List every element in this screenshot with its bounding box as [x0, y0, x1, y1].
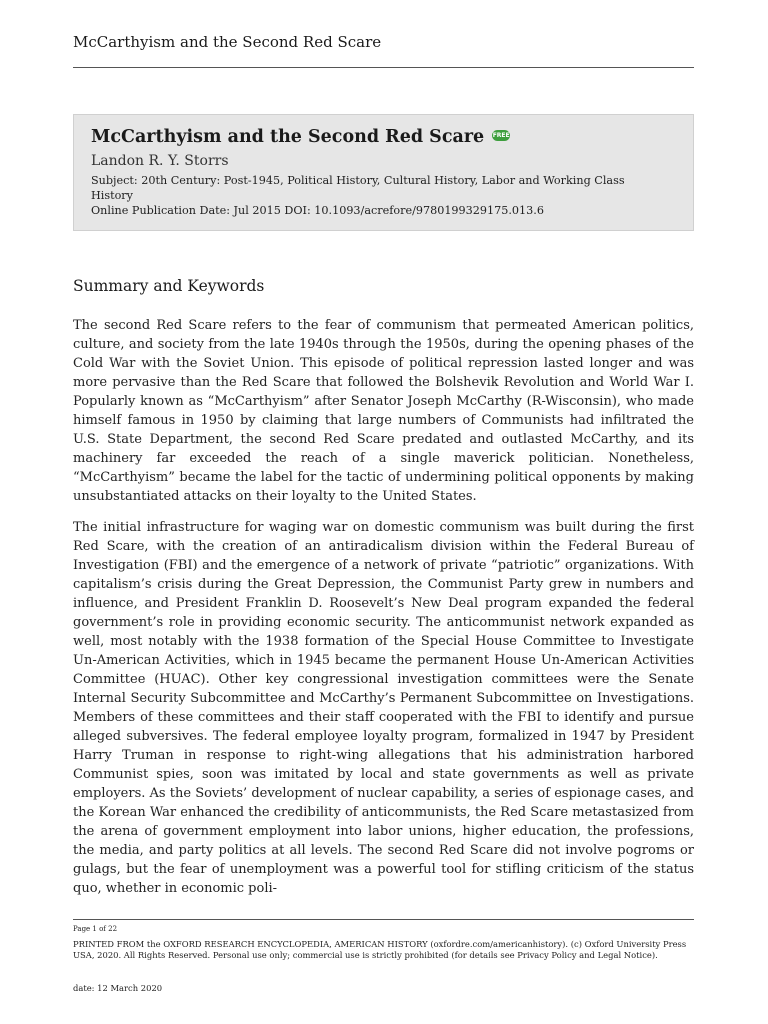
header-divider	[73, 67, 694, 68]
print-date: date: 12 March 2020	[73, 983, 163, 993]
footer-divider	[73, 919, 694, 920]
article-title-line	[91, 127, 510, 147]
page-number: Page 1 of 22	[73, 925, 118, 933]
article-metadata-box	[73, 114, 694, 231]
subject-line: Subject: 20th Century: Post-1945, Political History, Cultural History, Labor and Working Class History	[91, 174, 625, 202]
author-name[interactable]: Landon R. Y. Storrs	[91, 153, 229, 169]
summary-body	[73, 316, 694, 910]
summary-heading: Summary and Keywords	[73, 277, 265, 295]
publication-info: Online Publication Date: Jul 2015 DOI: 10.1093/acrefore/9780199329175.013.6	[91, 204, 544, 217]
running-head-title: McCarthyism and the Second Red Scare	[73, 33, 382, 51]
copyright-notice: PRINTED FROM the OXFORD RESEARCH ENCYCLOPEDIA, AMERICAN HISTORY (oxfordre.com/americanhistory). (c) Oxford University Press USA, 2020. All Rights Reserved. Personal use only; commercial use is strictly prohibited (for details see Privacy Policy and Legal Notice).	[73, 939, 687, 960]
article-title: McCarthyism and the Second Red Scare	[91, 127, 485, 147]
free-badge-icon: FREE	[492, 132, 510, 139]
summary-paragraph: The second Red Scare refers to the fear of communism that permeated American politics, culture, and society from the late 1940s through the 1950s, during the opening phases of the Cold War with the Soviet Union. This episode of political repression lasted longer and was more pervasive than the Red Scare that followed the Bolshevik Revolution and World War I. Popularly known as “McCarthyism” after Senator Joseph McCarthy (R-Wisconsin), who made himself famous in 1950 by claiming that large numbers of Communists had infiltrated the U.S. State Department, the second Red Scare predated and outlasted McCarthy, and its machinery far exceeded the reach of a single maverick politician. Nonetheless, “McCarthyism” became the label for the tactic of undermining political opponents by making unsubstantiated attacks on their loyalty to the United States.	[73, 318, 694, 504]
summary-paragraph: The initial infrastructure for waging war on domestic communism was built during the first Red Scare, with the creation of an antiradicalism division within the Federal Bureau of Investigation (FBI) and the emergence of a network of private “patriotic” organizations. With capitalism’s crisis during the Great Depression, the Communist Party grew in numbers and influence, and President Franklin D. Roosevelt’s New Deal program expanded the federal government’s role in providing economic security. The anticommunist network expanded as well, most notably with the 1938 formation of the Special House Committee to Investigate Un-American Activities, which in 1945 became the permanent House Un-American Activities Committee (HUAC). Other key congressional investigation committees were the Senate Internal Security Subcommittee and McCarthy’s Permanent Subcommittee on Investigations. Members of these committees and their staff cooperated with the FBI to identify and pursue alleged subversives. The federal employee loyalty program, formalized in 1947 by President Harry Truman in response to right-wing allegations that his administration harbored Communist spies, soon was imitated by local and state governments as well as private employers. As the Soviets’ development of nuclear capability, a series of espionage cases, and the Korean War enhanced the credibility of anticommunists, the Red Scare metastasized from the arena of government employment into labor unions, higher education, the professions, the media, and party politics at all levels. The second Red Scare did not involve pogroms or gulags, but the fear of unemployment was a powerful tool for stifling criticism of the status quo, whether in economic poli-	[73, 520, 694, 896]
